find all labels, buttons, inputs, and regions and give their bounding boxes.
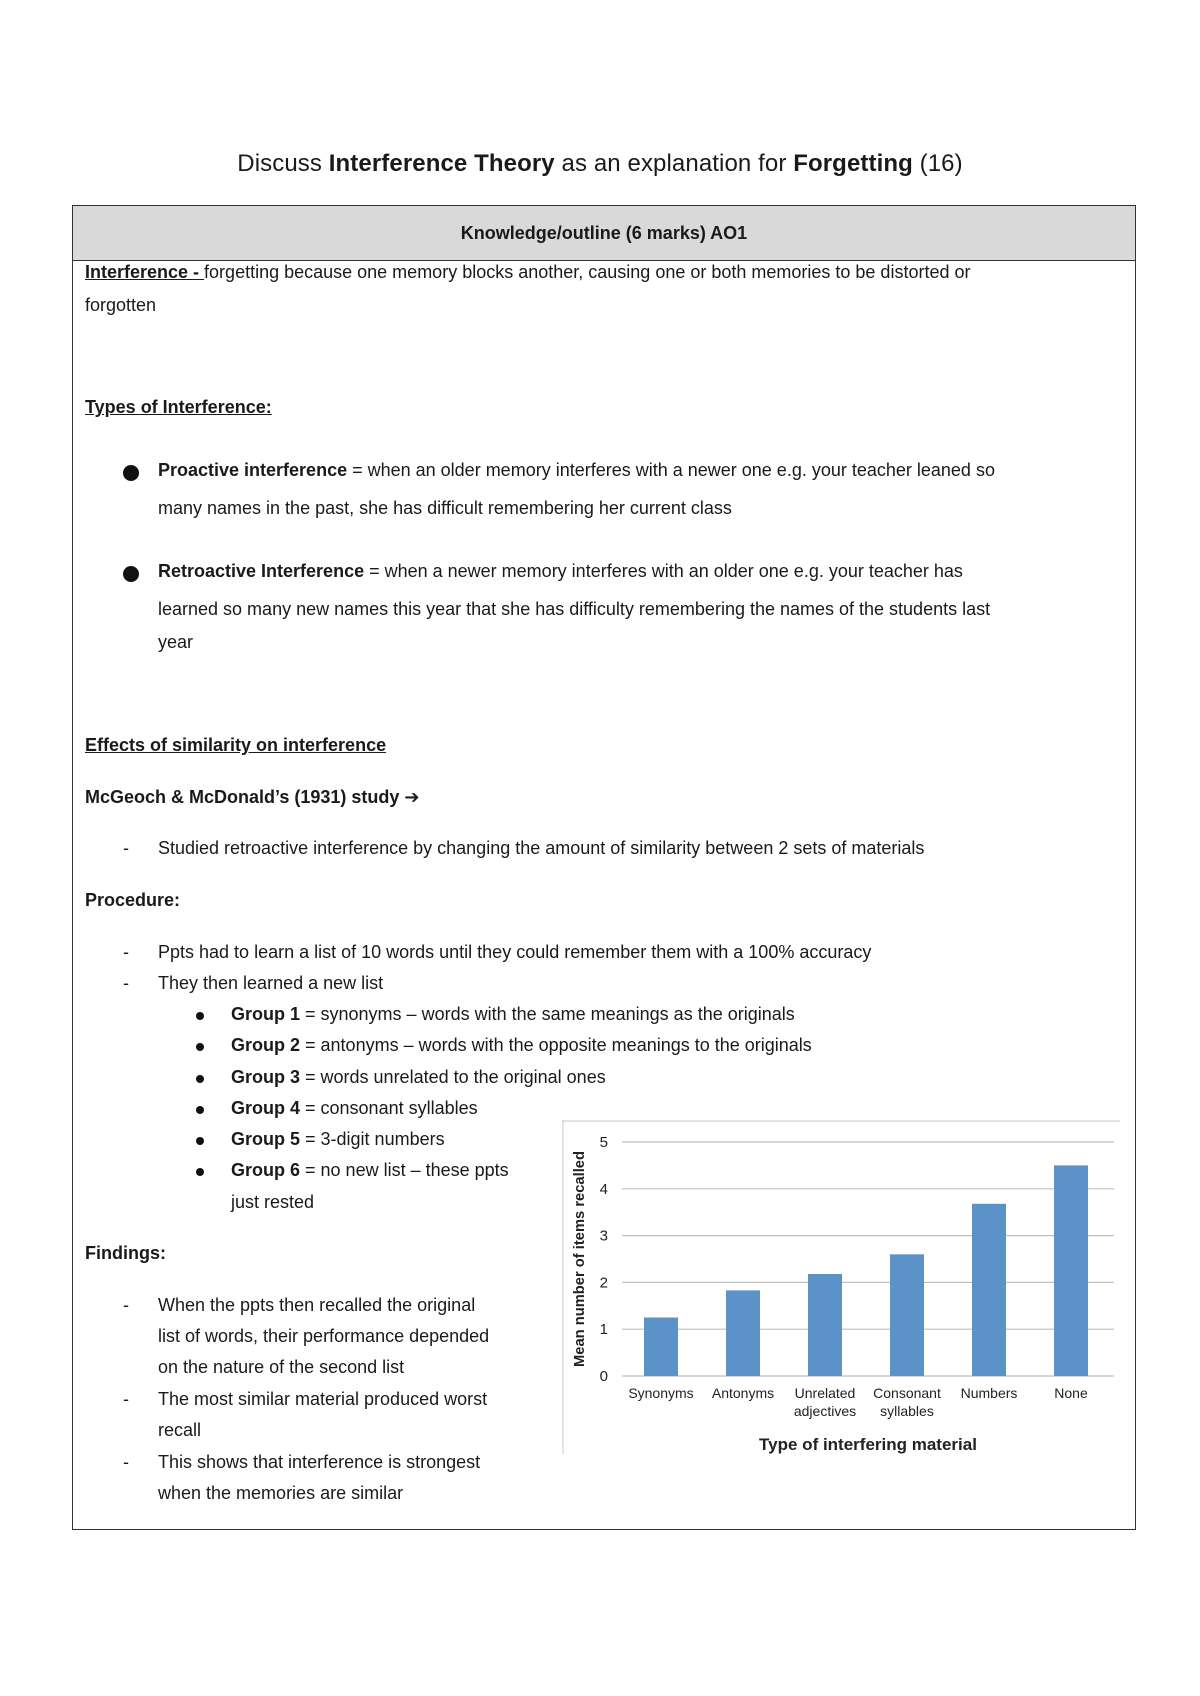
bar-2 (808, 1274, 842, 1376)
definition-line-2: forgotten (85, 295, 157, 315)
group-item: Group 5 = 3-digit numbers (231, 1129, 445, 1149)
similarity-heading: Effects of similarity on interference (85, 735, 387, 755)
finding-line: when the memories are similar (158, 1483, 404, 1503)
x-tick-label: Synonyms (628, 1385, 694, 1401)
y-tick-label: 0 (599, 1368, 608, 1385)
bar-0 (644, 1318, 678, 1377)
dash-icon: - (123, 973, 129, 993)
procedure-step-2: They then learned a new list (158, 973, 384, 993)
finding-line: on the nature of the second list (158, 1357, 405, 1377)
y-tick-label: 1 (599, 1321, 608, 1339)
bullet-icon (196, 1137, 204, 1145)
types-heading: Types of Interference: (85, 397, 272, 417)
dash-icon: - (123, 1389, 129, 1409)
finding-line: recall (158, 1420, 202, 1440)
bullet-icon (123, 566, 139, 582)
finding-line: The most similar material produced worst (158, 1389, 488, 1409)
bar-1 (726, 1290, 760, 1376)
bar-chart-svg (562, 1120, 1120, 1454)
findings-heading: Findings: (85, 1243, 166, 1263)
x-tick-label: Antonyms (711, 1385, 775, 1401)
bullet-icon (196, 1168, 204, 1176)
definition-line-1: Interference - forgetting because one memory blocks another, causing one or both memories to be distorted or (85, 262, 971, 282)
bullet-icon (196, 1106, 204, 1114)
bullet-icon (123, 465, 139, 481)
bar-chart (562, 1120, 1120, 1454)
section-header: Knowledge/outline (6 marks) AO1 (73, 206, 1135, 261)
bullet-icon (196, 1043, 204, 1051)
x-tick-label: None (1054, 1385, 1088, 1401)
y-tick-label: 2 (599, 1274, 608, 1292)
study-note: Studied retroactive interference by changing the amount of similarity between 2 sets of materials (158, 838, 925, 858)
bar-4 (972, 1204, 1006, 1376)
study-title: McGeoch & McDonald’s (1931) study ➔ (85, 787, 420, 807)
group-item: Group 4 = consonant syllables (231, 1098, 478, 1118)
retroactive-line-2: learned so many new names this year that she has difficulty remembering the names of the students last (158, 599, 991, 619)
y-tick-label: 5 (599, 1134, 608, 1151)
group-item: Group 1 = synonyms – words with the same meanings as the originals (231, 1004, 795, 1024)
y-axis-label: Mean number of items recalled (571, 1146, 588, 1367)
finding-line: list of words, their performance depended (158, 1326, 490, 1346)
finding-line: When the ppts then recalled the original (158, 1295, 476, 1315)
y-tick-label: 4 (599, 1180, 608, 1198)
group-item: Group 3 = words unrelated to the original ones (231, 1067, 606, 1087)
group-item: Group 6 = no new list – these ppts (231, 1160, 509, 1180)
y-tick-label: 3 (599, 1227, 608, 1245)
retroactive-line-1: Retroactive Interference = when a newer memory interferes with an older one e.g. your teacher has (158, 561, 963, 581)
dash-icon: - (123, 942, 129, 962)
page-title: Discuss Interference Theory as an explanation for Forgetting (16) (237, 150, 963, 177)
dash-icon: - (123, 1295, 129, 1315)
bullet-icon (196, 1012, 204, 1020)
x-tick-label: Unrelated adjectives (793, 1385, 857, 1419)
bar-5 (1054, 1165, 1088, 1376)
retroactive-line-3: year (158, 632, 194, 652)
x-tick-label: Numbers (960, 1385, 1018, 1401)
bullet-icon (196, 1075, 204, 1083)
proactive-line-2: many names in the past, she has difficult remembering her current class (158, 498, 732, 518)
group-item: Group 2 = antonyms – words with the opposite meanings to the originals (231, 1035, 812, 1055)
procedure-step-1: Ppts had to learn a list of 10 words until they could remember them with a 100% accuracy (158, 942, 872, 962)
proactive-line-1: Proactive interference = when an older memory interferes with a newer one e.g. your teacher leaned so (158, 460, 995, 480)
group-item-continued: just rested (231, 1192, 315, 1212)
dash-icon: - (123, 1452, 129, 1472)
x-tick-label: Consonant syllables (873, 1385, 941, 1419)
arrow-right-icon: ➔ (404, 787, 420, 807)
procedure-heading: Procedure: (85, 890, 181, 910)
dash-icon: - (123, 838, 129, 858)
finding-line: This shows that interference is strongest (158, 1452, 481, 1472)
x-axis-label: Type of interfering material (759, 1435, 977, 1454)
bar-3 (890, 1254, 924, 1376)
